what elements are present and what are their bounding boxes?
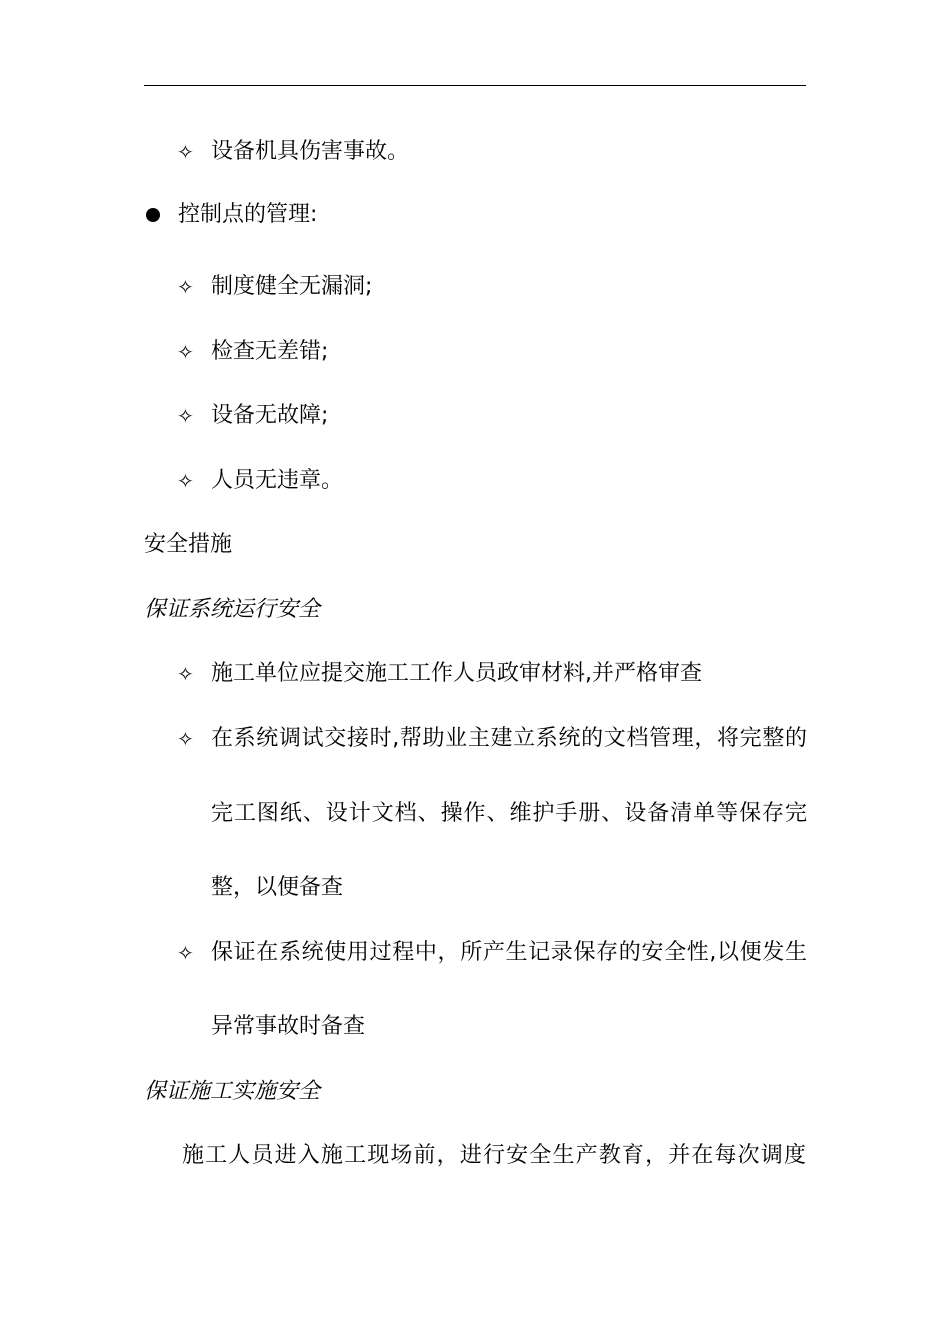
list-item: 设备无故障; <box>211 403 329 428</box>
list-item: 检查无差错; <box>211 339 329 364</box>
subsection-heading: 保证施工实施安全 <box>144 1079 321 1104</box>
list-item: 施工单位应提交施工工作人员政审材料,并严格审查 <box>211 661 702 686</box>
list-item-continuation: 整，以便备查 <box>211 875 344 900</box>
list-item: 保证在系统使用过程中，所产生记录保存的安全性,以便发生 <box>211 940 807 965</box>
diamond-bullet-icon: ✧ <box>177 941 194 965</box>
list-item-continuation: 异常事故时备查 <box>211 1014 366 1039</box>
diamond-bullet-icon: ✧ <box>177 275 194 299</box>
paragraph-text: 施工人员进入施工现场前，进行安全生产教育，并在每次调度 <box>182 1143 806 1168</box>
section-heading: 安全措施 <box>144 532 233 557</box>
list-item: 制度健全无漏洞; <box>211 274 373 299</box>
round-bullet-icon <box>146 208 160 222</box>
diamond-bullet-icon: ✧ <box>177 662 194 686</box>
subsection-heading: 保证系统运行安全 <box>144 597 321 622</box>
diamond-bullet-icon: ✧ <box>177 140 194 164</box>
list-item: 控制点的管理: <box>178 202 318 227</box>
list-item: 人员无违章。 <box>211 468 344 493</box>
diamond-bullet-icon: ✧ <box>177 404 194 428</box>
diamond-bullet-icon: ✧ <box>177 727 194 751</box>
list-item: 在系统调试交接时,帮助业主建立系统的文档管理，将完整的 <box>211 726 807 751</box>
header-rule <box>144 85 806 86</box>
diamond-bullet-icon: ✧ <box>177 340 194 364</box>
list-item-continuation: 完工图纸、设计文档、操作、维护手册、设备清单等保存完 <box>211 801 807 826</box>
list-item: 设备机具伤害事故。 <box>211 139 410 164</box>
diamond-bullet-icon: ✧ <box>177 469 194 493</box>
